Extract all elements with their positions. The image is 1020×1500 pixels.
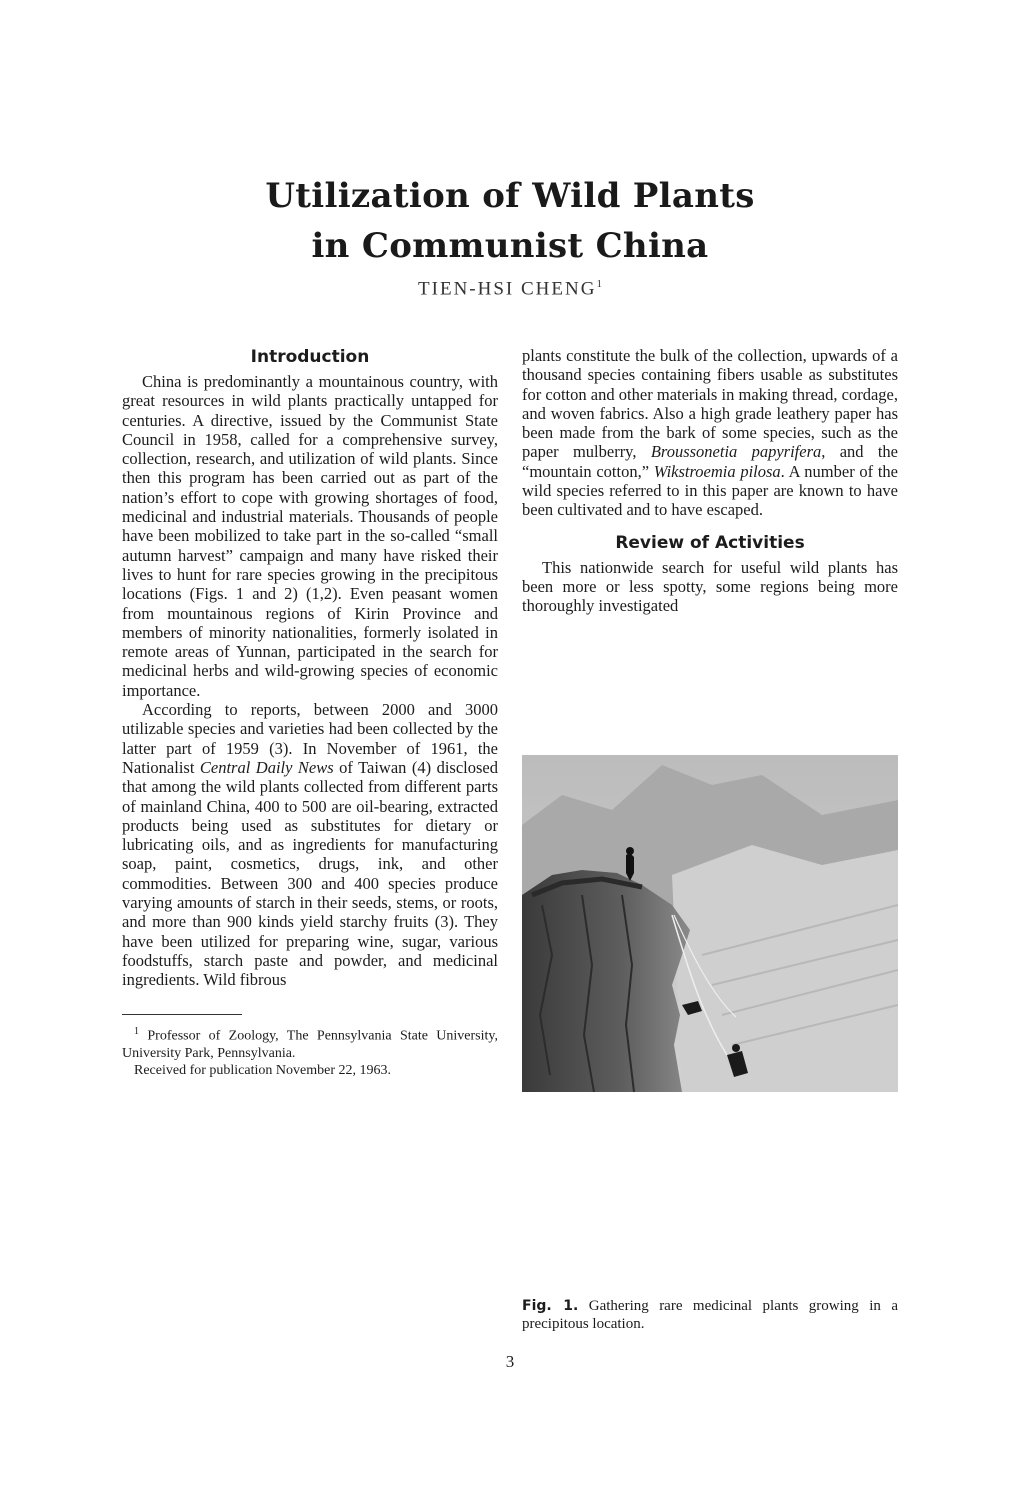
paragraph-2-text-b: of Taiwan (4) disclosed that among the wild plants collected from different parts of mainland China, 400 to 500 are oil-bearing, extracted products being used as substitutes for dietary or lubricating oils, and as ingredients for manufacturing soap, paint, cosmetics, drugs, ink, and other commodities. Between 300 and 400 species produce varying amounts of starch in their seeds, stems, or roots, and more than 900 kinds yield starchy fruits (3). They have been utilized for preparing wine, sugar, various foodstuffs, starch paste and powder, and medicinal ingredients. Wild fibrous: [122, 757, 499, 990]
introduction-paragraph-3: [522, 346, 898, 520]
page-number: 3: [505, 1352, 515, 1371]
introduction-heading: Introduction: [250, 347, 370, 367]
left-column: [122, 342, 498, 1080]
paragraph-3-text-a: plants constitute the bulk of the collection, upwards of a thousand species containing fibers usable as substitutes for cotton and other materials in making thread, cordage, and woven fabrics. Also a high grade leathery paper has been made from the bark of some species, such as the paper mulberry,: [522, 346, 898, 462]
footnote-affiliation-text: Professor of Zoology, The Pennsylvania State University, University Park, Pennsylvania.: [122, 1028, 498, 1061]
newspaper-title: Central Daily News: [199, 757, 334, 777]
author-footnote-mark: 1: [596, 278, 602, 290]
paragraph-3-text-c: . A number of the wild species referred to in this paper are known to have been cultivated and to have escaped.: [522, 461, 898, 520]
paragraph-3-text-b: , and the “mountain cotton,”: [522, 442, 898, 481]
figure-1-caption: [522, 1297, 898, 1333]
species-name-broussonetia: Broussonetia papyrifera: [650, 442, 822, 462]
review-heading: Review of Activities: [615, 532, 805, 553]
footnote-received: Received for publication November 22, 1963.: [134, 1063, 391, 1079]
introduction-paragraph-1: China is predominantly a mountainous country, with great resources in wild plants practically untapped for centuries. A directive, issued by the Communist State Council in 1958, called for a comprehensive survey, collection, research, and utilization of wild plants. Since then this program has been carried out as part of the nation’s effort to cope with growing shortages of food, medicinal and industrial materials. Thousands of people have been mobilized to take part in the so-called “small autumn harvest” campaign and many have risked their lives to hunt for rare species growing in the precipitous locations (Figs. 1 and 2) (1,2). Even peasant women from mountainous regions of Kirin Province and members of minority nationalities, formerly isolated in remote areas of Yunnan, participated in the search for medicinal herbs and wild-growing species of economic importance.: [122, 372, 498, 700]
figure-label: Fig. 1.: [522, 1298, 579, 1314]
species-name-wikstroemia: Wikstroemia pilosa: [653, 461, 781, 481]
author-name: TIEN-HSI CHENG: [418, 278, 597, 300]
title-line-1: Utilization of Wild Plants: [265, 175, 755, 216]
figure-1-photo: [522, 755, 898, 1092]
paragraph-2-text-a: According to reports, between 2000 and 3000 utilizable species and varieties had been collected by the latter part of 1959 (3). In November of 1961, the Nationalist: [122, 700, 498, 777]
cliff-photo-illustration: [522, 755, 898, 1092]
footnote-affiliation: [122, 1023, 498, 1063]
review-paragraph-1: This nationwide search for useful wild plants has been more or less spotty, some regions being more thoroughly investigated: [522, 557, 898, 616]
article-title: [0, 171, 1020, 271]
right-column: [522, 346, 898, 616]
footnote-mark: 1: [134, 1025, 139, 1037]
footnote-divider: [122, 1014, 242, 1015]
author-byline: [0, 278, 1020, 300]
introduction-paragraph-2: [122, 700, 498, 989]
title-line-2: in Communist China: [311, 225, 709, 266]
figure-caption-text: Gathering rare medicinal plants growing in a precipitous location.: [522, 1298, 898, 1332]
